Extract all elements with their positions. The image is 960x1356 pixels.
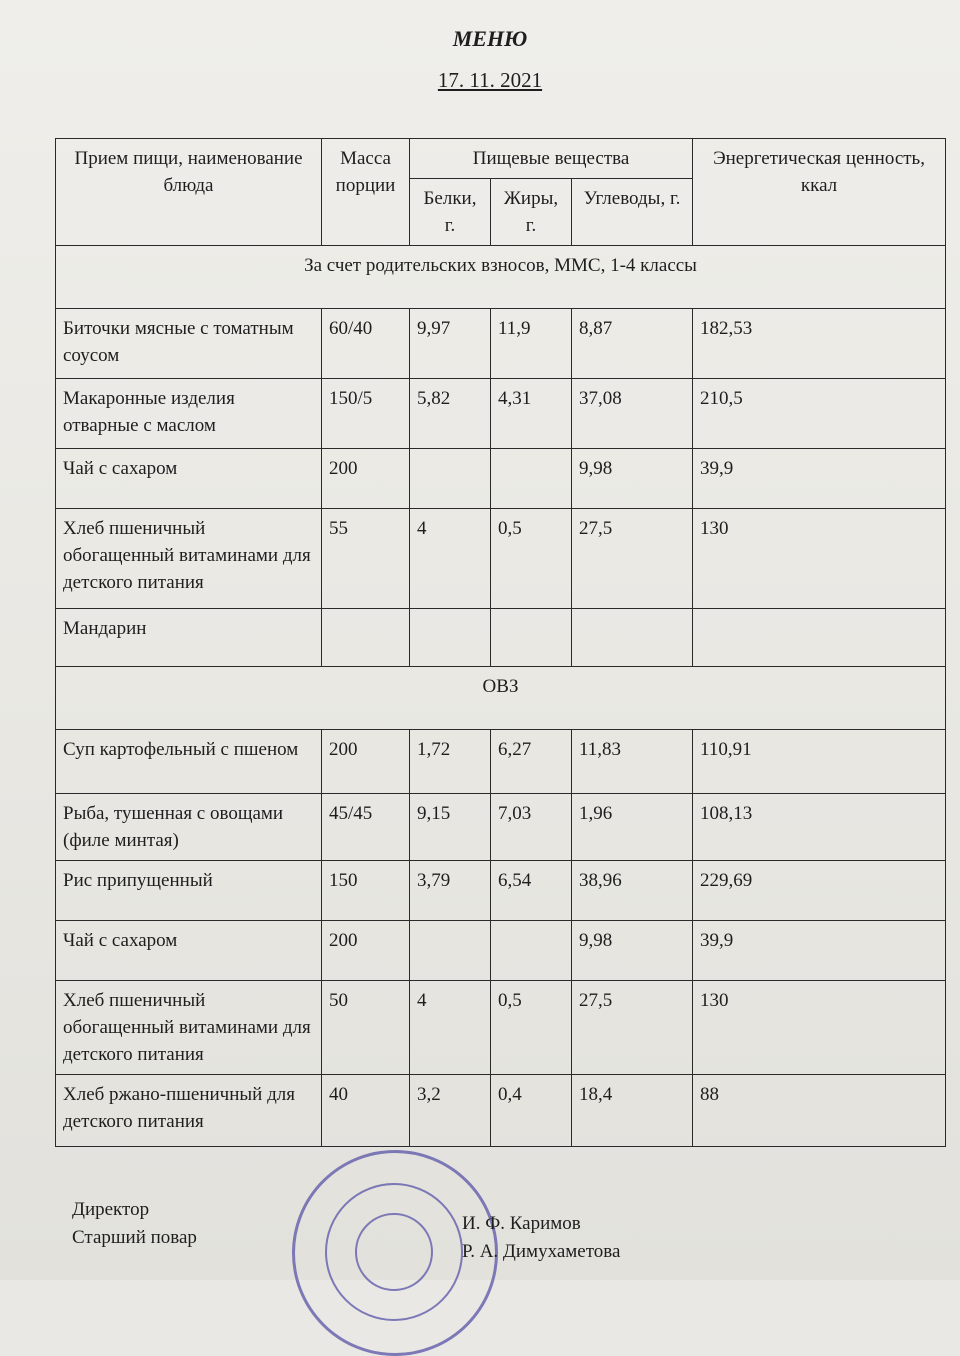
header-energy: Энергетическая ценность, ккал xyxy=(693,139,946,246)
cell-dish: Хлеб ржано-пшеничный для детского питания xyxy=(56,1075,322,1147)
cell-energy: 88 xyxy=(693,1075,946,1147)
cell-dish: Рыба, тушенная с овощами (филе минтая) xyxy=(56,794,322,861)
table-row xyxy=(56,921,946,981)
signature-labels xyxy=(72,1196,197,1252)
cell-carbs: 8,87 xyxy=(572,309,693,379)
cell-fat: 11,9 xyxy=(491,309,572,379)
cell-carbs: 11,83 xyxy=(572,730,693,794)
menu-table xyxy=(55,138,946,1147)
cell-energy: 108,13 xyxy=(693,794,946,861)
cell-energy: 39,9 xyxy=(693,449,946,509)
section-title: За счет родительских взносов, ММС, 1-4 классы xyxy=(56,246,946,309)
table-row xyxy=(56,861,946,921)
cell-protein: 9,15 xyxy=(410,794,491,861)
table-row xyxy=(56,379,946,449)
cell-fat: 6,54 xyxy=(491,861,572,921)
cell-dish: Биточки мясные с томатным соусом xyxy=(56,309,322,379)
table-row xyxy=(56,509,946,609)
header-protein: Белки, г. xyxy=(410,179,491,246)
cell-dish: Чай с сахаром xyxy=(56,921,322,981)
cell-fat: 7,03 xyxy=(491,794,572,861)
header-nutrients: Пищевые вещества xyxy=(410,139,693,179)
document-date: 17. 11. 2021 xyxy=(437,68,543,92)
header-row xyxy=(56,139,946,179)
cell-carbs: 27,5 xyxy=(572,509,693,609)
cell-protein: 3,79 xyxy=(410,861,491,921)
header-carbs: Углеводы, г. xyxy=(572,179,693,246)
cell-energy: 210,5 xyxy=(693,379,946,449)
cell-dish: Хлеб пшеничный обогащенный витаминами для детского питания xyxy=(56,981,322,1075)
table-row xyxy=(56,1075,946,1147)
signature-names xyxy=(462,1210,620,1266)
cell-protein: 4 xyxy=(410,981,491,1075)
cell-energy: 130 xyxy=(693,981,946,1075)
cell-dish: Макаронные изделия отварные с маслом xyxy=(56,379,322,449)
cell-carbs: 9,98 xyxy=(572,449,693,509)
cell-protein: 5,82 xyxy=(410,379,491,449)
cell-energy: 229,69 xyxy=(693,861,946,921)
section-title: ОВЗ xyxy=(56,667,946,730)
cell-energy: 182,53 xyxy=(693,309,946,379)
cell-carbs: 37,08 xyxy=(572,379,693,449)
cell-dish: Мандарин xyxy=(56,609,322,667)
cell-mass xyxy=(322,609,410,667)
cell-protein xyxy=(410,609,491,667)
cell-carbs xyxy=(572,609,693,667)
cell-energy xyxy=(693,609,946,667)
cell-mass: 40 xyxy=(322,1075,410,1147)
cell-mass: 200 xyxy=(322,921,410,981)
cell-fat xyxy=(491,449,572,509)
cell-mass: 150/5 xyxy=(322,379,410,449)
cell-fat: 0,4 xyxy=(491,1075,572,1147)
cell-fat: 0,5 xyxy=(491,981,572,1075)
cell-carbs: 38,96 xyxy=(572,861,693,921)
table-row xyxy=(56,794,946,861)
table-row xyxy=(56,449,946,509)
cell-carbs: 1,96 xyxy=(572,794,693,861)
cell-carbs: 9,98 xyxy=(572,921,693,981)
cell-energy: 39,9 xyxy=(693,921,946,981)
cell-protein: 9,97 xyxy=(410,309,491,379)
table-row xyxy=(56,309,946,379)
cell-energy: 110,91 xyxy=(693,730,946,794)
cell-protein: 1,72 xyxy=(410,730,491,794)
director-name: И. Ф. Каримов xyxy=(462,1213,581,1234)
header-fat: Жиры, г. xyxy=(491,179,572,246)
cell-dish: Суп картофельный с пшеном xyxy=(56,730,322,794)
cell-mass: 150 xyxy=(322,861,410,921)
cell-dish: Хлеб пшеничный обогащенный витаминами для детского питания xyxy=(56,509,322,609)
header-mass: Масса порции xyxy=(322,139,410,246)
table-row xyxy=(56,730,946,794)
cell-dish: Рис припущенный xyxy=(56,861,322,921)
director-label: Директор xyxy=(72,1199,150,1220)
cook-name: Р. А. Димухаметова xyxy=(462,1241,621,1262)
cell-carbs: 18,4 xyxy=(572,1075,693,1147)
cell-mass: 60/40 xyxy=(322,309,410,379)
cell-fat: 0,5 xyxy=(491,509,572,609)
cell-mass: 200 xyxy=(322,449,410,509)
cell-mass: 50 xyxy=(322,981,410,1075)
cell-dish: Чай с сахаром xyxy=(56,449,322,509)
cell-mass: 200 xyxy=(322,730,410,794)
cell-protein xyxy=(410,449,491,509)
cell-mass: 55 xyxy=(322,509,410,609)
cell-fat xyxy=(491,921,572,981)
cell-fat: 6,27 xyxy=(491,730,572,794)
cell-protein: 4 xyxy=(410,509,491,609)
cook-label: Старший повар xyxy=(72,1227,197,1248)
cell-protein xyxy=(410,921,491,981)
table-row xyxy=(56,981,946,1075)
cell-energy: 130 xyxy=(693,509,946,609)
cell-carbs: 27,5 xyxy=(572,981,693,1075)
section-row xyxy=(56,246,946,309)
header-dish: Прием пищи, наименование блюда xyxy=(56,139,322,246)
section-row xyxy=(56,667,946,730)
table-row xyxy=(56,609,946,667)
cell-mass: 45/45 xyxy=(322,794,410,861)
cell-fat: 4,31 xyxy=(491,379,572,449)
cell-protein: 3,2 xyxy=(410,1075,491,1147)
cell-fat xyxy=(491,609,572,667)
document-title: МЕНЮ xyxy=(452,26,528,51)
